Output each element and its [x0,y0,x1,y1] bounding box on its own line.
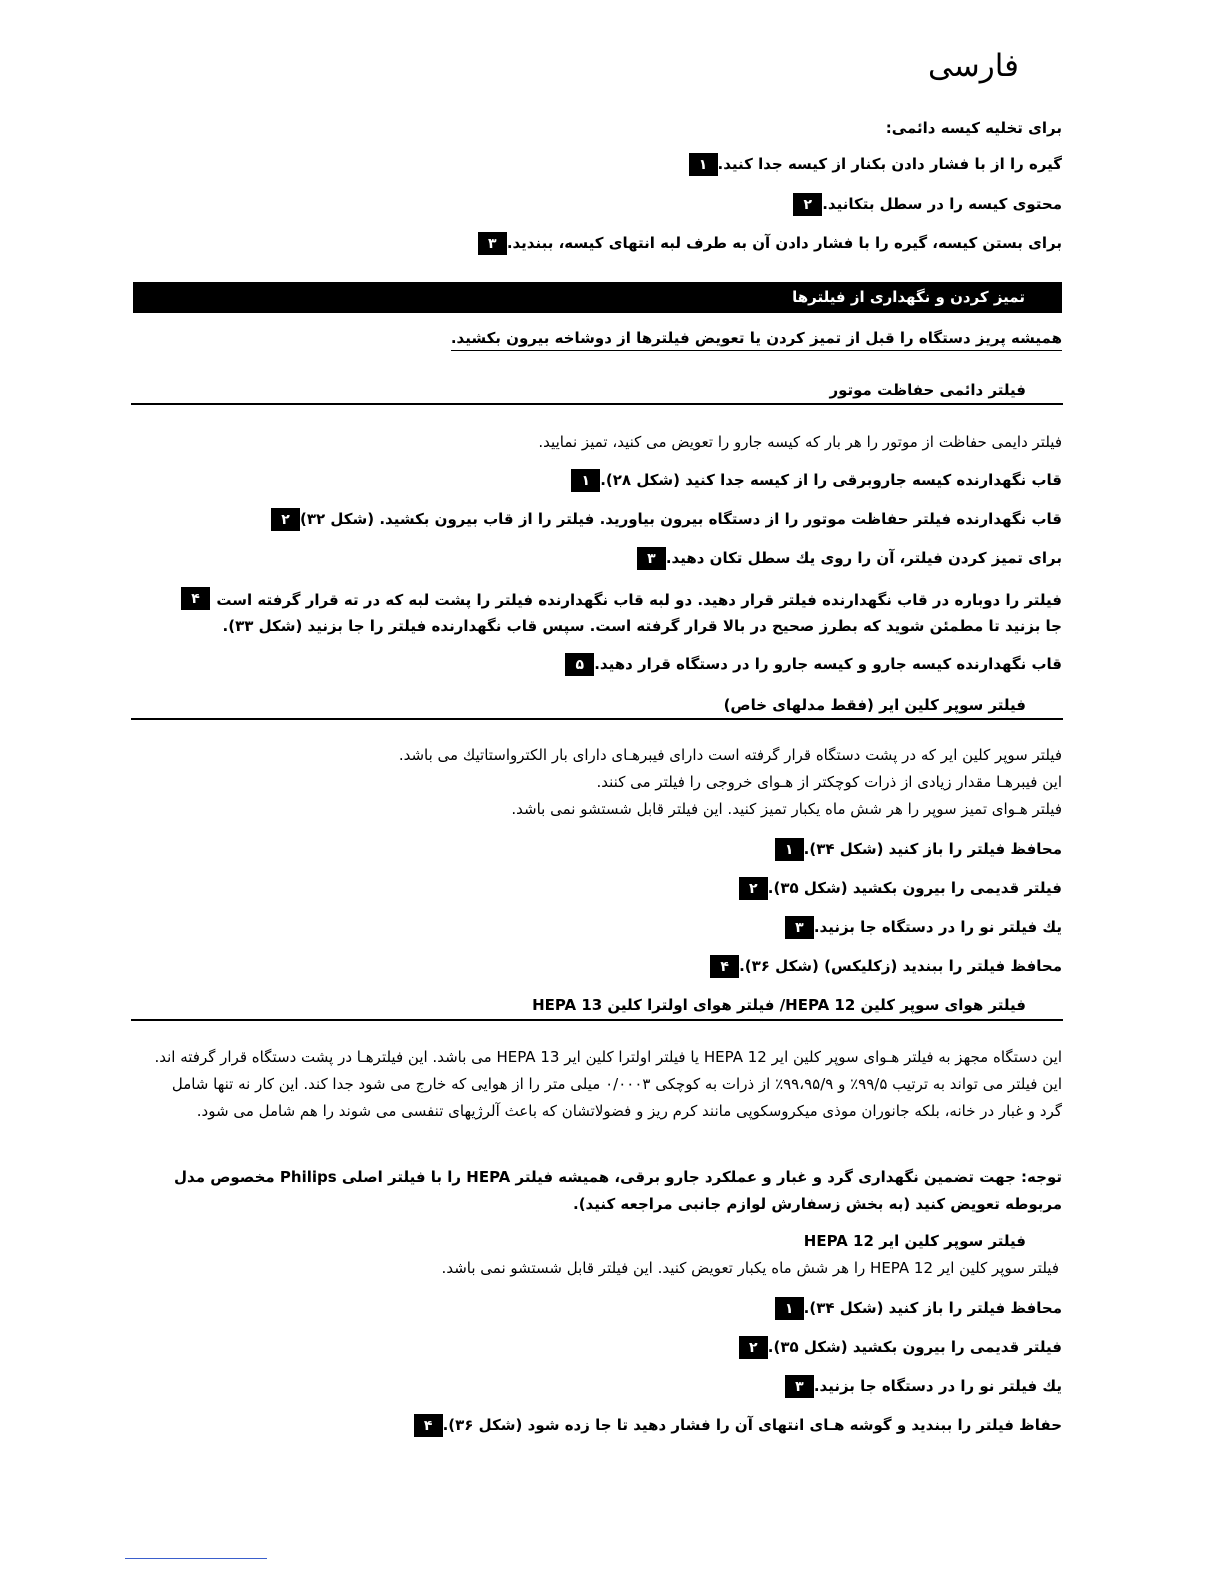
bag-intro: برای تخلیه کیسه دائمی: [885,119,1062,137]
hepa-title: فیلتر هوای سوپر کلین HEPA 12/ فیلتر هوای اولترا کلین HEPA 13 [532,996,1026,1014]
step-number-badge: ۱ [775,1297,804,1320]
motor-step-1 [562,469,1062,492]
motor-filter-title: فیلتر دائمی حفاظت موتور [829,381,1026,399]
hepa-step-3 [776,1375,1062,1398]
super-clean-step-1 [766,838,1062,861]
super-clean-step-4 [701,955,1062,978]
motor-step-4 [172,587,1062,639]
step-number-badge: ۱ [689,153,718,176]
bag-step-1 [680,153,1062,176]
step-text: محافظ فیلتر را باز کنید (شکل ۳۴). [803,1299,1062,1317]
step-text: قاب نگهدارنده کیسه جارو و کیسه جارو را در دستگاه قرار دهید. [594,655,1062,673]
step-text: محافظ فیلتر را ببندید (زکلیکس) (شکل ۳۶). [739,957,1062,975]
bag-step-2 [784,193,1062,216]
motor-step-5 [556,653,1062,676]
step-text: گیره را از با فشار دادن بکنار از کیسه جدا کنید. [717,155,1062,173]
step-text: قاب نگهدارنده فیلتر حفاظت موتور را از دستگاه بیرون بیاورید. فیلتر را از قاب بیرون بکشید. (شکل ۳۲) [300,510,1062,528]
super-clean-line-3: فیلتر هـوای تمیز سوپر را هر شش ماه یکبار تمیز کنید. این فیلتر قابل شستشو نمی باشد. [511,800,1062,818]
language-title: فارسی [927,48,1019,84]
step-number-badge: ۲ [271,508,300,531]
step-number-badge: ۴ [181,587,210,610]
bag-step-3 [469,232,1062,255]
step-number-badge: ۳ [478,232,507,255]
divider [131,718,1063,720]
divider [131,1019,1063,1021]
step-number-badge: ۵ [565,653,594,676]
hepa12-subtitle: فیلتر سوپر کلین ایر HEPA 12 [803,1232,1026,1250]
motor-step-2 [262,508,1062,531]
step-text: فیلتر را دوباره در قاب نگهدارنده فیلتر قرار دهید. دو لبه قاب نگهدارنده فیلتر را پشت لبه که در ته قرار گرفته است جا بزنید تا مطمئن شوید که بطرز صحیح در بالا قرار گرفته است. سپس قاب نگهدارنده فیلتر را جا بزنید (شکل ۳۳). [216,591,1062,635]
super-clean-step-3 [776,916,1062,939]
super-clean-step-2 [730,877,1062,900]
step-number-badge: ۱ [571,469,600,492]
section-header-bar [133,282,1062,313]
step-number-badge: ۲ [739,1336,768,1359]
step-number-badge: ۳ [637,547,666,570]
step-text: برای تمیز کردن فیلتر، آن را روی یك سطل تكان دهید. [665,549,1062,567]
motor-step-3 [628,547,1062,570]
step-text: یك فیلتر نو را در دستگاه جا بزنید. [813,918,1062,936]
super-clean-title: فیلتر سوپر کلین ایر (فقط مدلهای خاص) [723,696,1026,714]
step-number-badge: ۴ [414,1414,443,1437]
super-clean-line-2: این فیبرهـا مقدار زیادی از ذرات کوچکتر از هـوای خروجی را فیلتر می کنند. [596,773,1062,791]
unplug-warning: همیشه پریز دستگاه را قبل از تمیز کردن یا تعویض فیلترها از دوشاخه بیرون بکشید. [451,329,1062,351]
step-text: قاب نگهدارنده کیسه جاروبرقی را از کیسه جدا کنید (شکل ۲۸). [600,471,1062,489]
hepa-note: توجه: جهت تضمین نگهداری گرد و غبار و عملکرد جارو برقی، همیشه فیلتر HEPA را با فیلتر اصلی Philips مخصوص مدل مربوطه تعویض کنید (به بخش زسفارش لوازم جانبی مراجعه کنید). [174,1168,1062,1213]
super-clean-line-1: فیلتر سوپر کلین ایر که در پشت دستگاه قرار گرفته است دارای فیبرهـای دارای بار الکترواستاتیك می باشد. [398,746,1062,764]
divider [131,403,1063,405]
step-number-badge: ۲ [793,193,822,216]
step-number-badge: ۴ [710,955,739,978]
hepa12-intro: فیلتر سوپر کلین ایر HEPA 12 را هر شش ماه یکبار تعویض کنید. این فیلتر قابل شستشو نمی باشد. [441,1259,1059,1277]
step-text: فیلتر قدیمی را بیرون بکشید (شکل ۳۵). [767,879,1062,897]
section-header-title: تمیز کردن و نگهداری از فیلترها [792,288,1025,306]
footer-rule [125,1558,267,1559]
step-text: برای بستن کیسه، گیره را با فشار دادن آن به طرف لبه انتهای کیسه، ببندید. [506,234,1062,252]
step-number-badge: ۱ [775,838,804,861]
hepa-step-2 [730,1336,1062,1359]
step-text: فیلتر قدیمی را بیرون بکشید (شکل ۳۵). [767,1338,1062,1356]
step-text: محافظ فیلتر را باز کنید (شکل ۳۴). [803,840,1062,858]
step-text: یك فیلتر نو را در دستگاه جا بزنید. [813,1377,1062,1395]
hepa-step-1 [766,1297,1062,1320]
hepa-paragraph: این دستگاه مجهز به فیلتر هـوای سوپر کلین ایر HEPA 12 یا فیلتر اولترا کلین ایر HEPA 13 می باشد. این فیلترهـا در پشت دستگاه قرار گرفته اند. این فیلتر می تواند به ترتیب ۹۹/۵٪ و ۹۹،۹۵/۹٪ از ذرات به کوچکی ۰/۰۰۰۳ میلی متر را از هوایی که خارج می شود جدا کند. این کار نه تنها شامل گرد و غبار در خانه، بلکه جانوران موذی میکروسکوپی مانند کرم ریز و فضولاتشان که باعث آلرژیهای تنفسی می شوند را هم شامل می شود. [154,1048,1062,1120]
step-text: حفاظ فیلتر را ببندید و گوشه هـای انتهای آن را فشار دهید تا جا زده شود (شکل ۳۶). [442,1416,1062,1434]
hepa-step-4 [405,1414,1062,1437]
step-text: محتوی کیسه را در سطل بتکانید. [822,195,1062,213]
step-number-badge: ۳ [785,1375,814,1398]
motor-filter-intro: فیلتر دایمی حفاظت از موتور را هر بار که کیسه جارو را تعویض می کنید، تمیز نمایید. [538,433,1062,451]
step-number-badge: ۳ [785,916,814,939]
step-number-badge: ۲ [739,877,768,900]
